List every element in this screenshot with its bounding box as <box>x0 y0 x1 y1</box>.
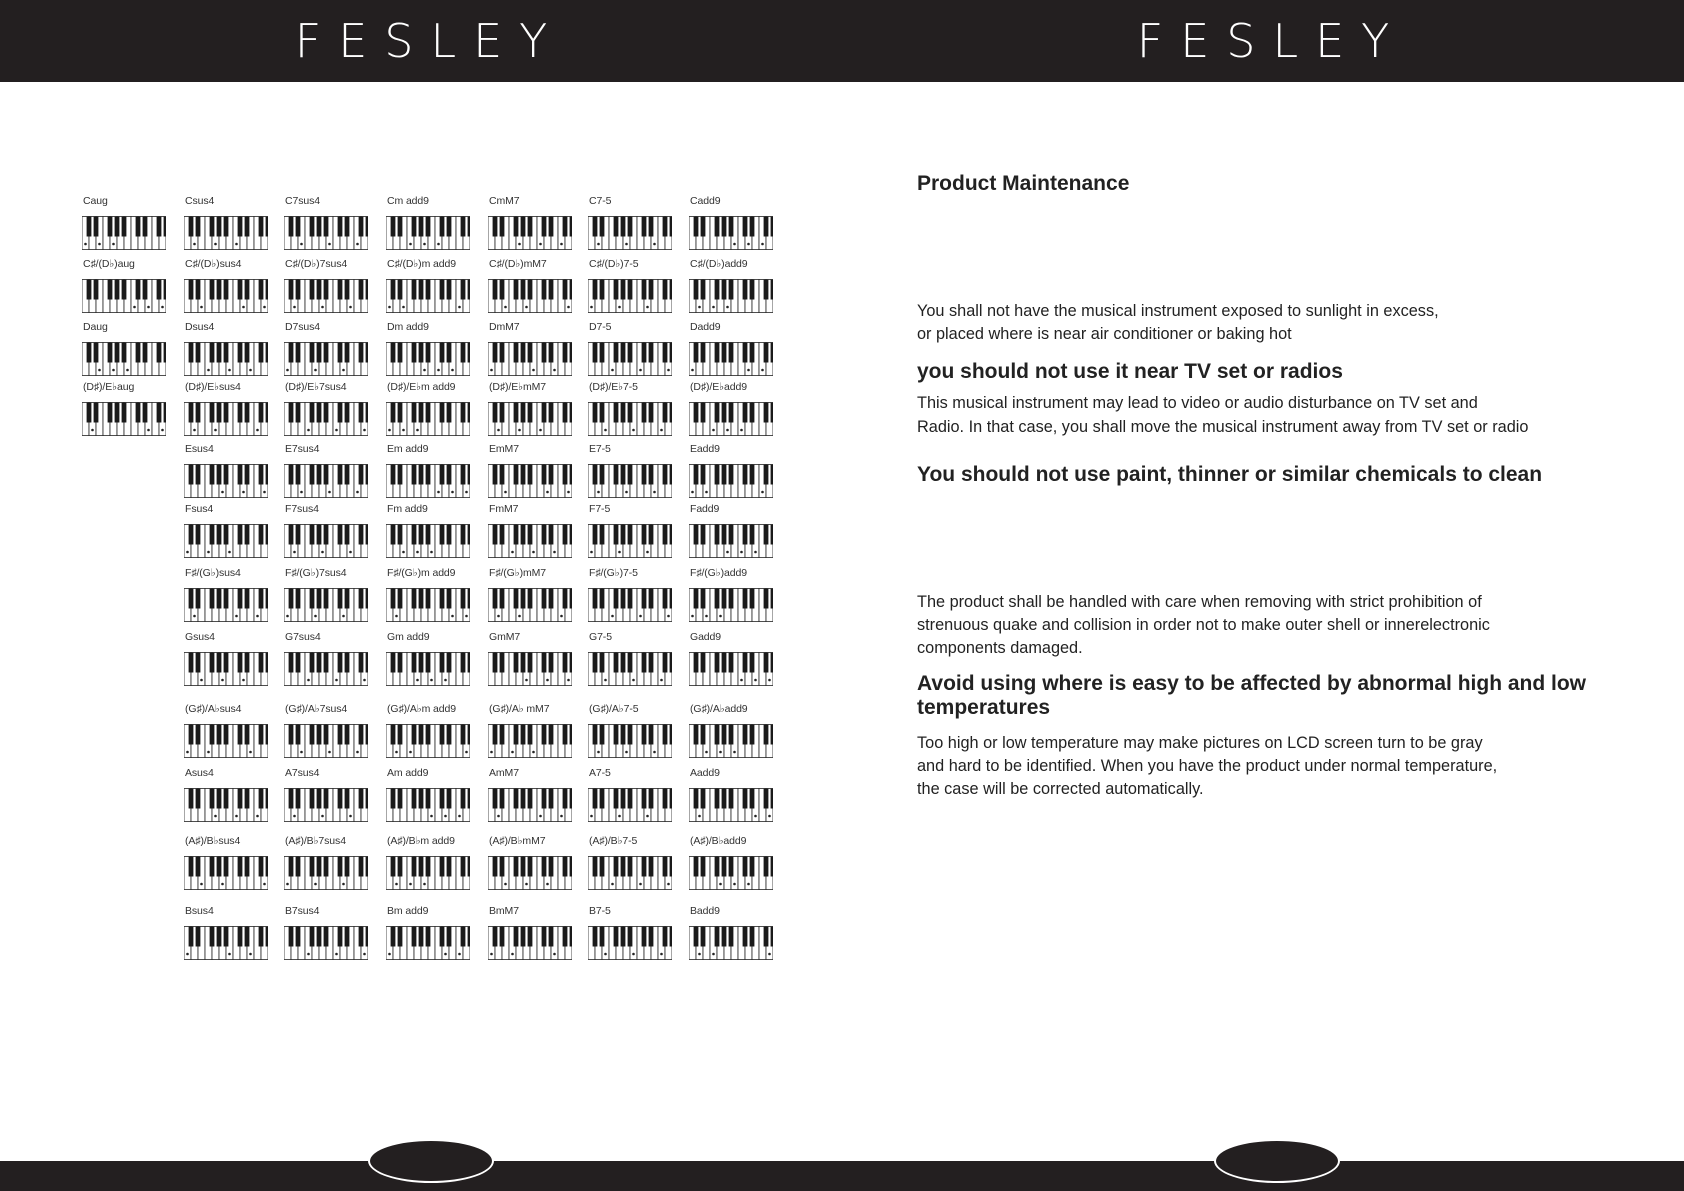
chord-diagram <box>386 381 472 439</box>
chord-diagram <box>284 195 370 253</box>
sunlight-line-2: or placed where is near air conditioner or baking hot <box>917 325 1292 343</box>
chord-diagram <box>184 443 270 501</box>
chord-name: Fadd9 <box>690 503 720 515</box>
chord-diagram <box>184 631 270 689</box>
piano-keyboard-icon <box>82 342 166 376</box>
chord-name: Eadd9 <box>690 443 720 455</box>
chord-name: AmM7 <box>489 767 519 779</box>
chord-diagram <box>284 258 370 316</box>
chord-name: Em add9 <box>387 443 429 455</box>
chord-name: DmM7 <box>489 321 520 333</box>
chord-diagram <box>82 381 168 439</box>
piano-keyboard-icon <box>184 216 268 250</box>
piano-keyboard-icon <box>184 588 268 622</box>
chord-name: FmM7 <box>489 503 519 515</box>
piano-keyboard-icon <box>386 342 470 376</box>
chord-diagram <box>386 835 472 893</box>
piano-keyboard-icon <box>386 402 470 436</box>
chord-diagram <box>488 703 574 761</box>
chord-diagram <box>82 258 168 316</box>
piano-keyboard-icon <box>588 926 672 960</box>
chord-name: E7sus4 <box>285 443 320 455</box>
piano-keyboard-icon <box>488 788 572 822</box>
piano-keyboard-icon <box>588 216 672 250</box>
piano-keyboard-icon <box>386 279 470 313</box>
chord-name: (G♯)/A♭7-5 <box>589 703 639 715</box>
chord-name: Csus4 <box>185 195 215 207</box>
piano-keyboard-icon <box>184 788 268 822</box>
piano-keyboard-icon <box>284 216 368 250</box>
chord-name: C♯/(D♭)sus4 <box>185 258 242 270</box>
piano-keyboard-icon <box>689 724 773 758</box>
chord-diagram <box>284 767 370 825</box>
chord-name: (A♯)/B♭add9 <box>690 835 747 847</box>
chord-diagram <box>184 258 270 316</box>
chord-diagram <box>488 321 574 379</box>
chord-chart <box>72 195 800 995</box>
piano-keyboard-icon <box>386 856 470 890</box>
chord-diagram <box>386 258 472 316</box>
tv-line-1: This musical instrument may lead to video or audio disturbance on TV set and <box>917 394 1478 412</box>
chord-name: (A♯)/B♭mM7 <box>489 835 546 847</box>
chord-diagram <box>488 503 574 561</box>
piano-keyboard-icon <box>588 279 672 313</box>
piano-keyboard-icon <box>284 652 368 686</box>
chord-diagram <box>488 631 574 689</box>
piano-keyboard-icon <box>689 856 773 890</box>
chord-diagram <box>284 381 370 439</box>
chord-diagram <box>386 703 472 761</box>
piano-keyboard-icon <box>488 926 572 960</box>
chord-name: B7sus4 <box>285 905 320 917</box>
chord-diagram <box>588 195 674 253</box>
chord-name: D7sus4 <box>285 321 321 333</box>
chord-name: (A♯)/B♭7sus4 <box>285 835 346 847</box>
piano-keyboard-icon <box>386 524 470 558</box>
right-header <box>842 0 1684 82</box>
chord-name: Esus4 <box>185 443 214 455</box>
chord-diagram <box>184 703 270 761</box>
piano-keyboard-icon <box>284 588 368 622</box>
piano-keyboard-icon <box>588 724 672 758</box>
chord-diagram <box>386 321 472 379</box>
chord-name: (D♯)/E♭m add9 <box>387 381 456 393</box>
piano-keyboard-icon <box>82 402 166 436</box>
chord-diagram <box>689 258 775 316</box>
chord-name: Badd9 <box>690 905 720 917</box>
paint-heading: You should not use paint, thinner or similar chemicals to clean <box>917 463 1543 486</box>
piano-keyboard-icon <box>488 464 572 498</box>
piano-keyboard-icon <box>184 402 268 436</box>
chord-diagram <box>488 258 574 316</box>
chord-name: F♯/(G♭)m add9 <box>387 567 456 579</box>
piano-keyboard-icon <box>386 788 470 822</box>
chord-diagram <box>588 258 674 316</box>
chord-name: Gsus4 <box>185 631 215 643</box>
chord-diagram <box>284 703 370 761</box>
chord-diagram <box>588 503 674 561</box>
chord-diagram <box>488 195 574 253</box>
chord-diagram <box>588 767 674 825</box>
piano-keyboard-icon <box>588 342 672 376</box>
chord-diagram <box>488 381 574 439</box>
piano-keyboard-icon <box>689 926 773 960</box>
chord-name: (G♯)/A♭add9 <box>690 703 748 715</box>
chord-diagram <box>184 195 270 253</box>
piano-keyboard-icon <box>284 856 368 890</box>
piano-keyboard-icon <box>386 652 470 686</box>
chord-name: C♯/(D♭)aug <box>83 258 135 270</box>
chord-name: Dsus4 <box>185 321 215 333</box>
chord-name: Dm add9 <box>387 321 429 333</box>
chord-name: (D♯)/E♭sus4 <box>185 381 241 393</box>
chord-diagram <box>82 321 168 379</box>
chord-diagram <box>184 381 270 439</box>
chord-name: C7-5 <box>589 195 612 207</box>
chord-diagram <box>588 905 674 963</box>
chord-name: Caug <box>83 195 108 207</box>
piano-keyboard-icon <box>689 464 773 498</box>
chord-name: Daug <box>83 321 108 333</box>
piano-keyboard-icon <box>488 279 572 313</box>
chord-diagram <box>284 905 370 963</box>
chord-diagram <box>184 905 270 963</box>
piano-keyboard-icon <box>184 856 268 890</box>
chord-diagram <box>386 195 472 253</box>
chord-name: F♯/(G♭)add9 <box>690 567 747 579</box>
tv-heading: you should not use it near TV set or radios <box>917 360 1343 383</box>
chord-name: CmM7 <box>489 195 520 207</box>
piano-keyboard-icon <box>284 524 368 558</box>
chord-name: GmM7 <box>489 631 521 643</box>
chord-diagram <box>689 321 775 379</box>
chord-diagram <box>488 567 574 625</box>
chord-name: F7-5 <box>589 503 611 515</box>
chord-diagram <box>689 443 775 501</box>
chord-name: F♯/(G♭)mM7 <box>489 567 547 579</box>
piano-keyboard-icon <box>184 724 268 758</box>
chord-diagram <box>386 443 472 501</box>
piano-keyboard-icon <box>689 342 773 376</box>
brand-logo: FESLEY <box>294 14 565 68</box>
chord-diagram <box>689 381 775 439</box>
chord-diagram <box>386 567 472 625</box>
chord-name: Fm add9 <box>387 503 428 515</box>
chord-name: (A♯)/B♭m add9 <box>387 835 455 847</box>
piano-keyboard-icon <box>284 926 368 960</box>
temp-heading-line-1: Avoid using where is easy to be affected by abnormal high and low <box>917 672 1587 695</box>
chord-diagram <box>689 631 775 689</box>
chord-name: F♯/(G♭)sus4 <box>185 567 241 579</box>
chord-name: A7-5 <box>589 767 611 779</box>
chord-diagram <box>184 321 270 379</box>
piano-keyboard-icon <box>488 216 572 250</box>
chord-name: EmM7 <box>489 443 519 455</box>
chord-diagram <box>588 703 674 761</box>
piano-keyboard-icon <box>488 524 572 558</box>
chord-diagram <box>386 631 472 689</box>
chord-name: (D♯)/E♭add9 <box>690 381 747 393</box>
piano-keyboard-icon <box>588 464 672 498</box>
chord-diagram <box>184 503 270 561</box>
piano-keyboard-icon <box>488 856 572 890</box>
temp-line-1: Too high or low temperature may make pictures on LCD screen turn to be gray <box>917 734 1483 752</box>
chord-name: C♯/(D♭)m add9 <box>387 258 457 270</box>
chord-diagram <box>588 835 674 893</box>
piano-keyboard-icon <box>689 216 773 250</box>
piano-keyboard-icon <box>386 926 470 960</box>
handle-line-3: components damaged. <box>917 639 1083 657</box>
chord-diagram <box>284 835 370 893</box>
page-number-oval <box>1214 1139 1340 1183</box>
temp-line-2: and hard to be identified. When you have the product under normal temperature, <box>917 757 1498 775</box>
piano-keyboard-icon <box>488 402 572 436</box>
piano-keyboard-icon <box>284 342 368 376</box>
chord-diagram <box>184 767 270 825</box>
chord-name: Dadd9 <box>690 321 721 333</box>
chord-name: G7sus4 <box>285 631 321 643</box>
chord-name: Gadd9 <box>690 631 722 643</box>
piano-keyboard-icon <box>184 464 268 498</box>
piano-keyboard-icon <box>588 588 672 622</box>
chord-diagram <box>386 905 472 963</box>
chord-diagram <box>284 631 370 689</box>
piano-keyboard-icon <box>284 279 368 313</box>
chord-name: Gm add9 <box>387 631 430 643</box>
chord-name: Cm add9 <box>387 195 429 207</box>
piano-keyboard-icon <box>386 216 470 250</box>
chord-name: C♯/(D♭)7sus4 <box>285 258 348 270</box>
chord-name: Am add9 <box>387 767 429 779</box>
chord-diagram <box>588 443 674 501</box>
chord-diagram <box>488 443 574 501</box>
chord-name: C♯/(D♭)mM7 <box>489 258 547 270</box>
chord-diagram <box>488 835 574 893</box>
piano-keyboard-icon <box>184 342 268 376</box>
chord-diagram <box>588 321 674 379</box>
chord-diagram <box>284 503 370 561</box>
chord-diagram <box>488 905 574 963</box>
chord-diagram <box>284 321 370 379</box>
chord-name: Cadd9 <box>690 195 721 207</box>
chord-diagram <box>82 195 168 253</box>
piano-keyboard-icon <box>588 788 672 822</box>
piano-keyboard-icon <box>184 926 268 960</box>
piano-keyboard-icon <box>284 788 368 822</box>
piano-keyboard-icon <box>488 724 572 758</box>
chord-diagram <box>689 767 775 825</box>
piano-keyboard-icon <box>184 279 268 313</box>
chord-name: BmM7 <box>489 905 519 917</box>
piano-keyboard-icon <box>386 588 470 622</box>
chord-diagram <box>689 195 775 253</box>
piano-keyboard-icon <box>689 788 773 822</box>
left-header <box>0 0 842 82</box>
chord-diagram <box>689 703 775 761</box>
chord-name: (D♯)/E♭aug <box>83 381 135 393</box>
chord-name: C♯/(D♭)7-5 <box>589 258 639 270</box>
chord-name: (D♯)/E♭7sus4 <box>285 381 347 393</box>
chord-diagram <box>386 767 472 825</box>
piano-keyboard-icon <box>386 724 470 758</box>
chord-name: F♯/(G♭)7sus4 <box>285 567 347 579</box>
piano-keyboard-icon <box>689 524 773 558</box>
handle-line-1: The product shall be handled with care when removing with strict prohibition of <box>917 593 1482 611</box>
handle-line-2: strenuous quake and collision in order not to make outer shell or innerelectronic <box>917 616 1490 634</box>
chord-diagram <box>284 443 370 501</box>
chord-diagram <box>588 381 674 439</box>
temp-heading-line-2: temperatures <box>917 696 1051 719</box>
piano-keyboard-icon <box>184 652 268 686</box>
piano-keyboard-icon <box>488 652 572 686</box>
chord-diagram <box>689 905 775 963</box>
chord-name: E7-5 <box>589 443 611 455</box>
piano-keyboard-icon <box>82 216 166 250</box>
piano-keyboard-icon <box>284 464 368 498</box>
chord-name: A7sus4 <box>285 767 320 779</box>
chord-name: C7sus4 <box>285 195 321 207</box>
chord-name: F♯/(G♭)7-5 <box>589 567 638 579</box>
piano-keyboard-icon <box>689 279 773 313</box>
piano-keyboard-icon <box>284 402 368 436</box>
chord-name: (G♯)/A♭sus4 <box>185 703 242 715</box>
piano-keyboard-icon <box>82 279 166 313</box>
chord-name: F7sus4 <box>285 503 319 515</box>
chord-name: Aadd9 <box>690 767 720 779</box>
chord-diagram <box>689 835 775 893</box>
chord-diagram <box>588 631 674 689</box>
chord-diagram <box>184 835 270 893</box>
piano-keyboard-icon <box>689 588 773 622</box>
sunlight-line-1: You shall not have the musical instrument exposed to sunlight in excess, <box>917 302 1439 320</box>
piano-keyboard-icon <box>284 724 368 758</box>
chord-diagram <box>386 503 472 561</box>
piano-keyboard-icon <box>588 524 672 558</box>
chord-name: (D♯)/E♭7-5 <box>589 381 638 393</box>
piano-keyboard-icon <box>588 856 672 890</box>
chord-name: (G♯)/A♭ mM7 <box>489 703 550 715</box>
chord-name: (A♯)/B♭sus4 <box>185 835 241 847</box>
chord-name: (A♯)/B♭7-5 <box>589 835 638 847</box>
piano-keyboard-icon <box>588 652 672 686</box>
chord-diagram <box>184 567 270 625</box>
piano-keyboard-icon <box>689 652 773 686</box>
chord-name: Bm add9 <box>387 905 429 917</box>
piano-keyboard-icon <box>488 588 572 622</box>
chord-name: Fsus4 <box>185 503 214 515</box>
piano-keyboard-icon <box>488 342 572 376</box>
chord-diagram <box>689 567 775 625</box>
piano-keyboard-icon <box>588 402 672 436</box>
piano-keyboard-icon <box>184 524 268 558</box>
chord-name: C♯/(D♭)add9 <box>690 258 748 270</box>
chord-diagram <box>689 503 775 561</box>
tv-line-2: Radio. In that case, you shall move the musical instrument away from TV set or radio <box>917 418 1529 436</box>
piano-keyboard-icon <box>689 402 773 436</box>
chord-name: G7-5 <box>589 631 612 643</box>
chord-diagram <box>488 767 574 825</box>
chord-name: B7-5 <box>589 905 611 917</box>
chord-name: Bsus4 <box>185 905 214 917</box>
brand-logo: FESLEY <box>1136 14 1407 68</box>
chord-diagram <box>588 567 674 625</box>
temp-line-3: the case will be corrected automatically. <box>917 780 1204 798</box>
piano-keyboard-icon <box>386 464 470 498</box>
chord-name: Asus4 <box>185 767 214 779</box>
chord-name: (D♯)/E♭mM7 <box>489 381 547 393</box>
chord-name: (G♯)/A♭m add9 <box>387 703 457 715</box>
page-number-oval <box>368 1139 494 1183</box>
chord-name: D7-5 <box>589 321 612 333</box>
maintenance-title: Product Maintenance <box>917 172 1130 195</box>
chord-diagram <box>284 567 370 625</box>
chord-name: (G♯)/A♭7sus4 <box>285 703 348 715</box>
